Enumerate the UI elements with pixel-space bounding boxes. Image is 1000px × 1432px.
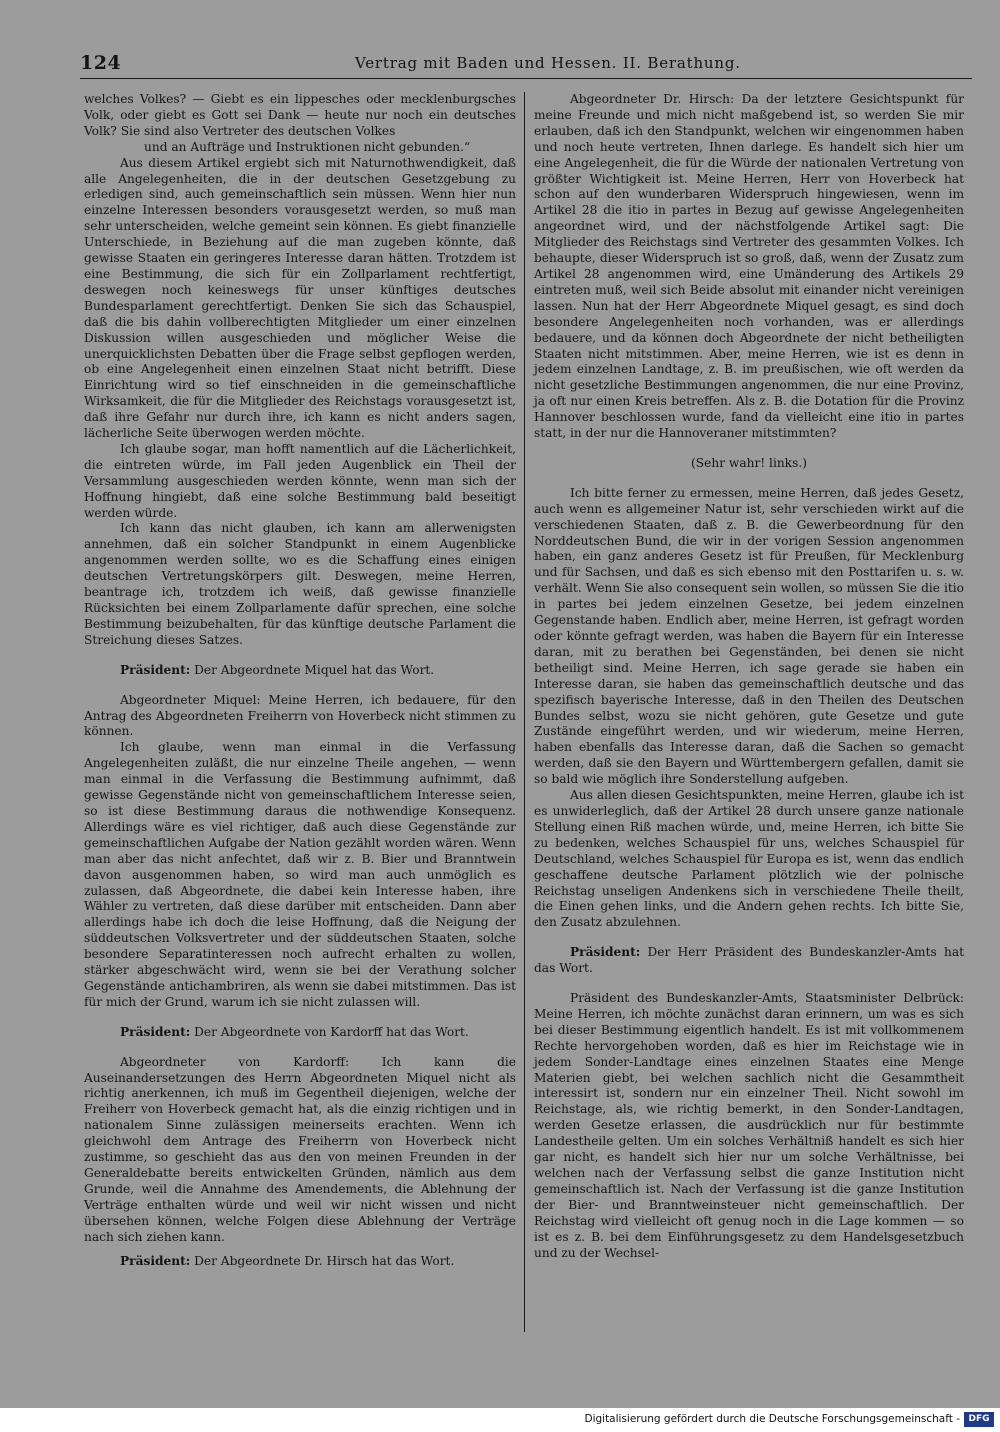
- speaker-line: [84, 663, 516, 679]
- speaker-name: Präsident:: [120, 1024, 191, 1039]
- paragraph: Abgeordneter von Kardorff: Ich kann die Auseinandersetzungen des Herrn Abgeordneten Miquel nicht als richtig anerkennen, ich muß im Gegentheil diejenigen, welche der Freiherr von Hoverbeck gemacht hat, als die einzig richtigen und in nationalem Sinne zulässigen meinerseits erachten. Wenn ich gleichwohl dem Antrage des Freiherrn von Hoverbeck nicht zustimme, so geschieht das aus den von meinen Freunden in der Generaldebatte bereits entwickelten Gründen, nämlich aus dem Grunde, weil die Annahme des Amendements, die Ablehnung der Verträge enthalten würde und weil wir nicht wissen und nicht übersehen können, welche Folgen diese Ablehnung der Verträge nach sich ziehen kann.: [84, 1054, 516, 1244]
- speaker-line: [84, 1254, 516, 1270]
- spacer: [84, 1246, 516, 1254]
- page-header: [80, 52, 972, 78]
- spacer: [534, 931, 964, 945]
- spacer: [84, 1041, 516, 1055]
- speaker-text: Der Abgeordnete von Kardorff hat das Wort.: [190, 1024, 469, 1039]
- quote-line: und an Aufträge und Instruktionen nicht gebunden.“: [144, 139, 471, 154]
- spacer: [534, 472, 964, 486]
- paragraph: Aus diesem Artikel ergiebt sich mit Naturnothwendigkeit, daß alle Angelegenheiten, die in der deutschen Gesetzgebung zu erledigen sind, auch gemeinschaftlich sein müssen. Wenn hier nun einzelne Interessen besonders vorausgesetzt werden, so muß man sehr unterscheiden, welche gemeint sein können. Es giebt finanzielle Unterschiede, in Beziehung auf die man zugeben könnte, daß gewisse Staaten ein geringeres Interesse daran hätten. Trotzdem ist eine Bestimmung, die sich für ein Zollparlament rechtfertigt, deswegen noch keineswegs für unser künftiges deutsches Bundesparlament gerechtfertigt. Denken Sie sich das Schauspiel, daß die bis dahin vollberechtigten Mitglieder um einer einzelnen Diskussion willen ausgeschieden und möglicher Weise die unerquicklichsten Debatten über die Frage selbst gepflogen werden, ob eine Angelegenheit einen einzelnen Staat nicht betrifft. Diese Einrichtung wird so tief einschneiden in die gemeinschaftliche Wirksamkeit, die für die Mitglieder des Reichstags vorausgesetzt ist, daß ihre Gefahr nur durch ihre, ich kann es nicht anders sagen, lächerliche Seite überwogen werden möchte.: [84, 155, 516, 441]
- speaker-text: Der Abgeordnete Dr. Hirsch hat das Wort.: [190, 1253, 455, 1268]
- funding-notice: Digitalisierung gefördert durch die Deutsche Forschungsgemeinschaft -: [584, 1413, 960, 1425]
- interjection: (Sehr wahr! links.): [691, 455, 807, 470]
- right-column: [534, 92, 964, 1261]
- paragraph: Präsident des Bundeskanzler-Amts, Staatsminister Delbrück: Meine Herren, ich möchte zunächst daran erinnern, um was es sich bei dieser Bestimmung eigentlich handelt. Es ist mit vollkommenem Rechte hervorgehoben worden, daß es hier im Reichstage wie in jedem Sonder-Landtage eines einzelnen Staates eine Menge Materien giebt, bei welchen sachlich nicht die Gesammtheit interessirt ist, sondern nur ein einzelner Theil. Nicht sowohl im Reichstage, als, wie richtig bemerkt, in den Sonder-Landtagen, werden Gesetze erlassen, die ausdrücklich nur für bestimmte Landestheile gelten. Um ein solches Verhältniß handelt es sich hier gar nicht, es handelt sich hier nur um solche Verhältnisse, bei welchen nach der Verfassung selbst die ganze Institution nicht gemeinschaftlich ist. Nach der Verfassung ist die ganze Institution der Bier- und Branntweinsteuer nicht gemeinschaftlich. Der Reichstag wird vielleicht oft genug noch in die Lage kommen — so ist es z. B. bei dem Einführungsgesetz zu dem Handelsgesetzbuch und zu der Wechsel-: [534, 991, 964, 1260]
- speaker-line: [534, 945, 964, 977]
- spacer: [534, 442, 964, 456]
- speaker-text: Der Abgeordnete Miquel hat das Wort.: [190, 662, 435, 677]
- speaker-name: Präsident:: [120, 1253, 191, 1268]
- paragraph: Ich glaube sogar, man hofft namentlich auf die Lächerlichkeit, die eintreten würde, im Fall jeden Augenblick ein Theil der Versammlung ausgeschieden werden könnte, wenn man sich der Hoffnung hingiebt, daß eine solche Bestimmung bald beseitigt werden würde.: [84, 441, 516, 520]
- dfg-logo: DFG: [964, 1412, 994, 1427]
- speaker-line: [84, 1025, 516, 1041]
- spacer: [84, 1011, 516, 1025]
- spacer: [84, 649, 516, 663]
- paragraph: Ich glaube, wenn man einmal in die Verfassung Angelegenheiten zuläßt, die nur einzelne Theile angehen, — wenn man einmal in die Verfassung die Bestimmung aufnimmt, daß gewisse Gegenstände nicht von gemeinschaftlichem Interesse seien, so ist diese Bestimmung daraus die nothwendige Konsequenz. Allerdings wäre es viel richtiger, daß auch diese Gegenstände zur gemeinschaftlichen Aufgabe der Nation gezählt worden wären. Wenn man aber das nicht anfechtet, daß wir z. B. Bier und Branntwein davon ausgenommen haben, so wird man auch unmöglich es zulassen, daß Abgeordnete, die dabei kein Interesse haben, ihre Wähler zu vertreten, daß diese darüber mit entscheiden. Dann aber allerdings habe ich doch die leise Hoffnung, daß die Neigung der süddeutschen Volksvertreter und der süddeutschen Staaten, solche besondere Separatinteressen noch aufrecht erhalten zu wollen, stärker abgeschwächt wird, wenn sie bei der Verathung solcher Gegenstände antichambriren, als wenn sie dabei mitstimmen. Das ist für mich der Grund, warum ich sie nicht zulassen will.: [84, 740, 516, 1009]
- paragraph: Ich kann das nicht glauben, ich kann am allerwenigsten annehmen, daß ein solcher Standpunkt in einem Augenblicke angenommen werden sollte, wo es die Schaffung eines einigen deutschen Vertretungskörpers gilt. Deswegen, meine Herren, beantrage ich, trotzdem ich weiß, daß gewisse finanzielle Rücksichten bei einem Zollparlamente dafür sprechen, eine solche Bestimmung beizubehalten, für das künftige deutsche Parlament die Streichung dieses Satzes.: [84, 521, 516, 647]
- speaker-name: Präsident:: [570, 945, 641, 960]
- paragraph: Abgeordneter Miquel: Meine Herren, ich bedauere, für den Antrag des Abgeordneten Freiherrn von Hoverbeck nicht stimmen zu können.: [84, 692, 516, 739]
- page-number: 124: [80, 52, 122, 74]
- paragraph: Aus allen diesen Gesichtspunkten, meine Herren, glaube ich ist es unwiderleglich, daß der Artikel 28 durch unsere ganze nationale Stellung einen Riß machen würde, und, meine Herren, ich bitte Sie zu bedenken, welches Schauspiel für uns, welches Schauspiel für Deutschland, welches Schauspiel für Europa es ist, wenn das endlich geschaffene deutsche Parlament plötzlich wie der polnische Reichstag unseligen Andenkens sich in verschiedene Theile theilt, die Einen gehen links, und die Andern gehen rechts. Ich bitte Sie, den Zusatz abzulehnen.: [534, 788, 964, 930]
- column-divider: [524, 92, 525, 1332]
- header-rule: [80, 78, 972, 79]
- paragraph: Ich bitte ferner zu ermessen, meine Herren, daß jedes Gesetz, auch wenn es allgemeiner Natur ist, sehr verschieden wirkt auf die verschiedenen Staaten, daß z. B. die Gewerbeordnung für den Norddeutschen Bund, die wir in der vorigen Session angenommen haben, ein ganz anderes Gesetz ist für Preußen, für Mecklenburg und für Sachsen, und daß es sich ebenso mit den Posttarifen u. s. w. verhält. Wenn Sie also consequent sein wollen, so müssen Sie die itio in partes bei jedem einzelnen Gesetze, bei jedem einzelnen Gegenstande haben. Endlich aber, meine Herren, ist gefragt worden oder könnte gefragt werden, was haben die Bayern für ein Interesse daran, mit zu berathen bei Gegenständen, bei denen sie nicht betheiligt sind. Meine Herren, ich sage gerade sie haben ein Interesse daran, sie haben das gemeinschaftlich deutsche und das spezifisch bayerische Interesse, daß in den Theilen des Deutschen Bundes selbst, wozu sie nicht gehören, gute Gesetze und gute Zustände eingeführt werden, und wir wiederum, meine Herren, haben ebenfalls das Interesse daran, daß die Sachen so gemacht werden, daß sie den Bayern und Württembergern gefallen, damit sie so bald wie möglich ihre Sonderstellung aufgeben.: [534, 485, 964, 787]
- paragraph: Abgeordneter Dr. Hirsch: Da der letztere Gesichtspunkt für meine Freunde und mich nicht maßgebend ist, so werden Sie mir erlauben, daß ich den Standpunkt, welchen wir eingenommen haben und noch heute vertreten, Ihnen darlege. Es handelt sich hier um eine Angelegenheit, die für die Würde der nationalen Vertretung von größter Wichtigkeit ist. Meine Herren, Herr von Hoverbeck hat schon auf den wunderbaren Widerspruch hingewiesen, wenn im Artikel 28 die itio in partes in Bezug auf gewisse Angelegenheiten angeordnet wird, und der nächstfolgende Artikel sagt: Die Mitglieder des Reichstags sind Vertreter des gesammten Volkes. Ich behaupte, dieser Widerspruch ist so groß, daß, wenn der Zusatz zum Artikel 28 angenommen wird, eine Umänderung des Artikels 29 eintreten muß, weil sich Beide absolut mit einander nicht vereinigen lassen. Nun hat der Herr Abgeordnete Miquel gesagt, es sind doch besondere Angelegenheiten noch vorhanden, was er allerdings bedauere, und da können doch Abgeordnete der nicht betheiligten Staaten nicht mitstimmen. Aber, meine Herren, wie ist es denn in jedem einzelnen Landtage, z. B. im preußischen, wie oft werden da nicht gesetzliche Bestimmungen angenommen, die nur eine Provinz, ja oft nur einen Kreis betreffen. Als z. B. die Dotation für die Provinz Hannover beschlossen wurde, fand da vielleicht eine itio in partes statt, in der nur die Hannoveraner mitstimmten?: [534, 92, 964, 441]
- running-title: Vertrag mit Baden und Hessen. II. Berathung.: [355, 54, 741, 72]
- speaker-text: Der Herr Präsident des Bundeskanzler-Amts hat das Wort.: [534, 945, 964, 976]
- left-column: [84, 92, 516, 1269]
- footer-bar: [0, 1408, 1000, 1432]
- speaker-name: Präsident:: [120, 662, 191, 677]
- spacer: [84, 679, 516, 693]
- paragraph-continued: welches Volkes? — Giebt es ein lippesches oder mecklenburgsches Volk, oder giebt es Gott sei Dank — heute nur noch ein deutsches Volk? Sie sind also Vertreter des deutschen Volkes: [84, 92, 516, 138]
- spacer: [534, 977, 964, 991]
